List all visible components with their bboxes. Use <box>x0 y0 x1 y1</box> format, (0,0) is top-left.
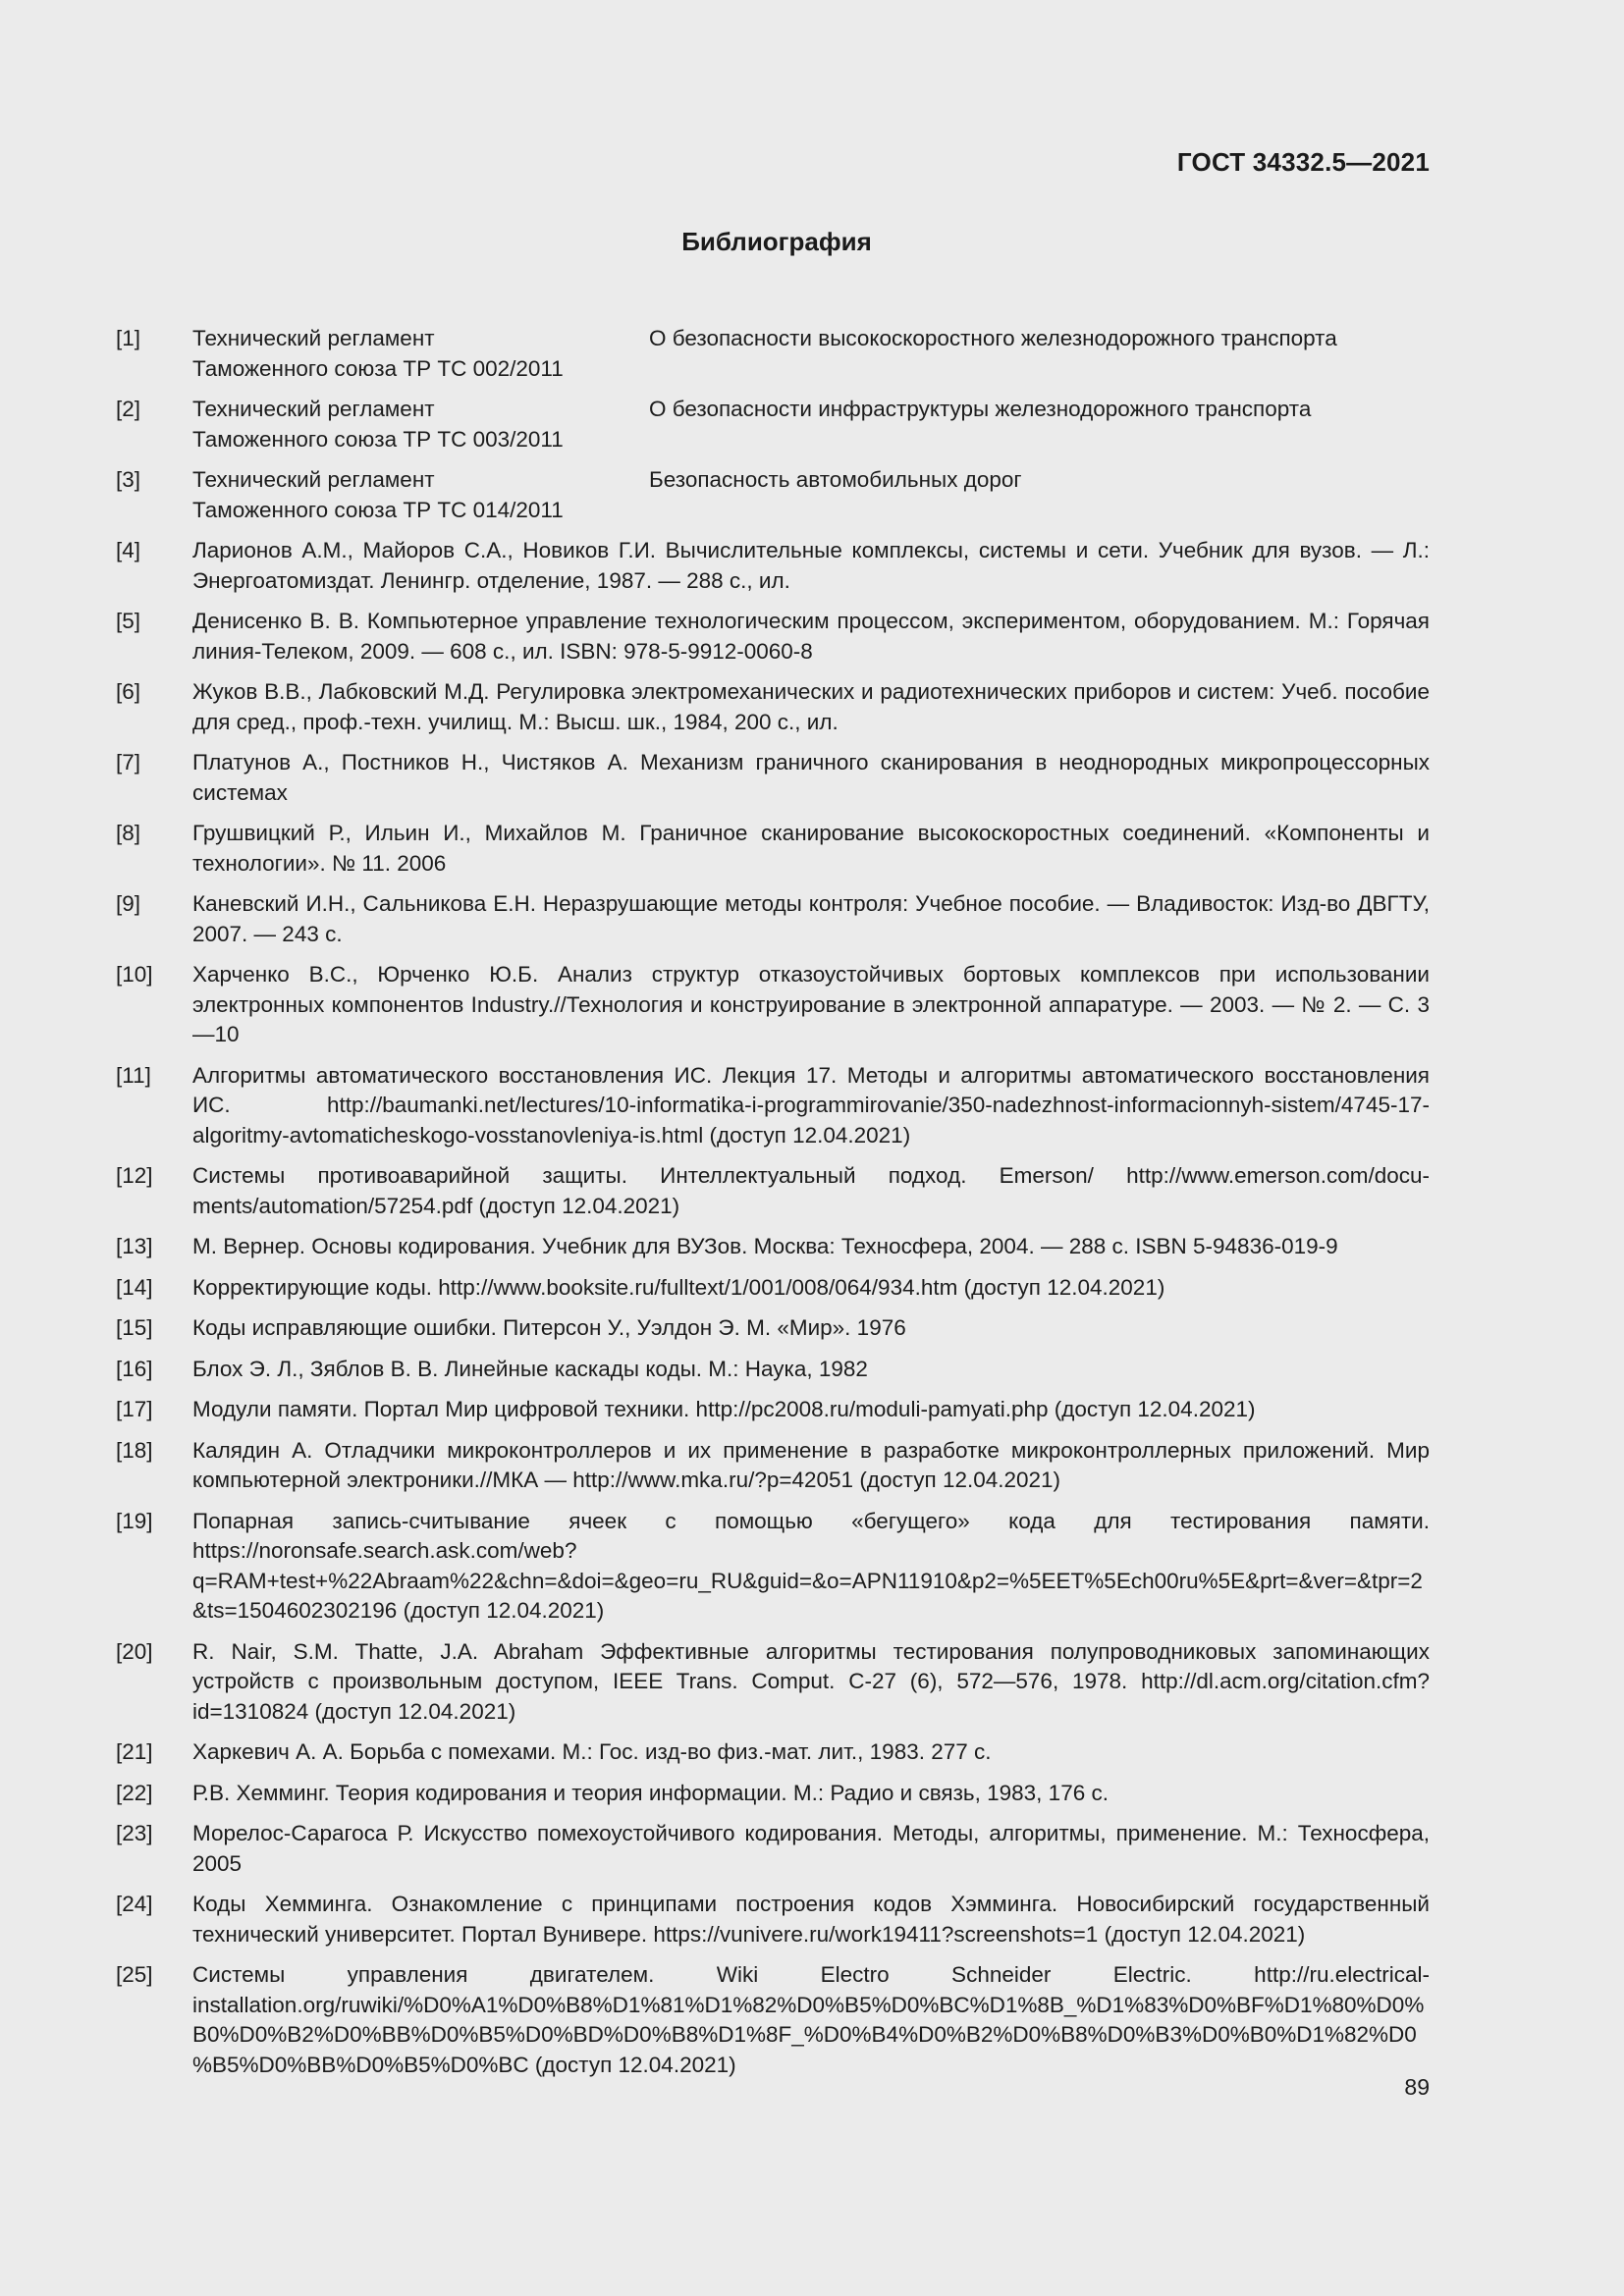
reference-entry <box>116 1273 1430 1304</box>
entry-number: [17] <box>116 1397 153 1421</box>
reference-entry <box>116 1637 1430 1728</box>
reference-entry <box>116 1890 1430 1949</box>
regulation-document-line: Таможенного союза ТР ТС 002/2011 <box>192 355 564 381</box>
reference-text: Каневский И.Н., Сальникова Е.Н. Неразрушающие методы контроля: Учебное пособие. — Владивосток: Изд-во ДВГТУ, 2007. — 243 с. <box>192 891 1430 946</box>
reference-entry <box>116 889 1430 949</box>
entry-number: [4] <box>116 538 141 562</box>
reference-entry <box>116 1960 1430 2080</box>
reference-entry <box>116 1161 1430 1221</box>
entry-number: [22] <box>116 1780 153 1805</box>
page-number: 89 <box>1404 2074 1430 2100</box>
regulation-document <box>192 465 649 525</box>
reference-text: Попарная запись-считывание ячеек с помощью «бегущего» кода для тестирования памяти. https://noronsafe.search.ask.com/web?q=RAM+test+%22Abraam%22&chn=&doi=&geo=ru_RU&guid=&o=APN11910&p2=%5EET%5Ech00ru%5E&prt=&ver=&tpr=2&ts=1504602302196 (доступ 12.04.2021) <box>192 1508 1430 1623</box>
entry-number: [6] <box>116 679 141 704</box>
reference-text: Морелос-Сарагоса Р. Искусство помехоустойчивого кодирования. Методы, алгоритмы, применение. М.: Техносфера, 2005 <box>192 1821 1430 1876</box>
reference-text: Корректирующие коды. http://www.booksite.ru/fulltext/1/001/008/064/934.htm (доступ 12.04.2021) <box>192 1274 1165 1300</box>
reference-entry <box>116 1232 1430 1262</box>
reference-entry <box>116 1395 1430 1425</box>
reference-text: Ларионов А.М., Майоров С.А., Новиков Г.И. Вычислительные комплексы, системы и сети. Учебник для вузов. — Л.: Энергоатомиздат. Ленингр. отделение, 1987. — 288 с., ил. <box>192 538 1430 593</box>
entry-number: [10] <box>116 962 153 987</box>
reference-entry <box>116 1355 1430 1385</box>
reference-entry <box>116 1061 1430 1151</box>
regulation-entry <box>116 324 1430 384</box>
section-title: Библиография <box>681 227 872 256</box>
reference-entry <box>116 1507 1430 1627</box>
reference-text: Денисенко В. В. Компьютерное управление технологическим процессом, экспериментом, оборудованием. М.: Горячая линия-Телеком, 2009. — 608 с., ил. ISBN: 978-5-9912-0060-8 <box>192 609 1430 664</box>
reference-text: R. Nair, S.M. Thatte, J.A. Abraham Эффективные алгоритмы тестирования полупроводниковых запоминающих устройств с произвольным доступом, IEEE Trans. Comput. C-27 (6), 572—576, 1978. http://dl.acm.org/citation.cfm?id=1310824 (доступ 12.04.2021) <box>192 1638 1430 1724</box>
reference-entry <box>116 819 1430 879</box>
reference-text: Р.В. Хемминг. Теория кодирования и теория информации. М.: Радио и связь, 1983, 176 с. <box>192 1780 1109 1805</box>
reference-entry <box>116 1737 1430 1768</box>
entry-number: [19] <box>116 1508 153 1533</box>
entry-number: [25] <box>116 1962 153 1987</box>
entry-number: [18] <box>116 1437 153 1463</box>
reference-text: Харченко В.С., Юрченко Ю.Б. Анализ структур отказоустойчивых бортовых комплексов при использовании электронных компонентов Industry.//Технология и конструирование в электронной аппаратуре. — 2003. — № 2. — С. 3—10 <box>192 962 1430 1046</box>
entry-number: [14] <box>116 1274 153 1300</box>
entry-number: [21] <box>116 1739 153 1764</box>
regulation-document-line: Технический регламент <box>192 467 435 492</box>
regulation-entry <box>116 465 1430 525</box>
regulation-subject: О безопасности инфраструктуры железнодорожного транспорта <box>649 397 1312 421</box>
bibliography-list <box>116 324 1430 2091</box>
entry-number: [20] <box>116 1638 153 1664</box>
entry-number: [12] <box>116 1163 153 1188</box>
reference-entry <box>116 1436 1430 1496</box>
regulation-subject: О безопасности высокоскоростного железнодорожного транспорта <box>649 326 1337 350</box>
entry-number: [15] <box>116 1315 153 1340</box>
reference-entry <box>116 1819 1430 1879</box>
reference-entry <box>116 1779 1430 1809</box>
reference-entry <box>116 960 1430 1050</box>
reference-text: Калядин А. Отладчики микроконтроллеров и их применение в разработке микроконтроллерных приложений. Мир компьютерной электроники.//МКА — http://www.mka.ru/?p=42051 (доступ 12.04.2021) <box>192 1437 1430 1492</box>
regulation-document-line: Технический регламент <box>192 397 435 421</box>
reference-text: Системы противоаварийной защиты. Интеллектуальный подход. Emerson/ http://www.emerson.com/documents/automation/57254.pdf (доступ 12.04.2021) <box>192 1163 1430 1218</box>
reference-text: М. Вернер. Основы кодирования. Учебник для ВУЗов. Москва: Техносфера, 2004. — 288 с. ISBN 5-94836-019-9 <box>192 1234 1338 1258</box>
entry-number: [9] <box>116 891 141 916</box>
entry-number: [16] <box>116 1356 153 1381</box>
reference-text: Коды исправляющие ошибки. Питерсон У., Уэлдон Э. М. «Мир». 1976 <box>192 1315 906 1340</box>
reference-entry <box>116 1313 1430 1344</box>
regulation-subject: Безопасность автомобильных дорог <box>649 467 1022 492</box>
reference-text: Алгоритмы автоматического восстановления ИС. Лекция 17. Методы и алгоритмы автоматического восстановления ИС. http://baumanki.net/lectures/10-informatika-i-programmirovanie/350-nadezhnost-informacionnyh-sistem/4745-17-algoritmy-avtomaticheskogo-vosstanovleniya-is.html (доступ 12.04.2021) <box>192 1062 1430 1148</box>
reference-text: Жуков В.В., Лабковский М.Д. Регулировка электромеханических и радиотехнических приборов и систем: Учеб. пособие для сред., проф.-техн. училищ. М.: Высш. шк., 1984, 200 с., ил. <box>192 679 1430 734</box>
entry-number: [5] <box>116 609 141 633</box>
reference-text: Платунов А., Постников Н., Чистяков А. Механизм граничного сканирования в неоднородных микропроцессорных системах <box>192 750 1430 805</box>
regulation-entry <box>116 395 1430 454</box>
entry-number: [24] <box>116 1892 153 1916</box>
entry-number: [2] <box>116 397 141 421</box>
reference-text: Системы управления двигателем. Wiki Electro Schneider Electric. http://ru.electrical-installation.org/ruwiki/%D0%A1%D0%B8%D1%81%D1%82%D0%B5%D0%BC%D1%8B_%D1%83%D0%BF%D1%80%D0%B0%D0%B2%D0%BB%D0%B5%D0%BD%D0%B8%D1%8F_%D0%B4%D0%B2%D0%B8%D0%B3%D0%B0%D1%82%D0%B5%D0%BB%D0%B5%D0%BC (доступ 12.04.2021) <box>192 1962 1430 2077</box>
regulation-document-line: Таможенного союза ТР ТС 014/2011 <box>192 497 564 522</box>
regulation-document-line: Технический регламент <box>192 326 435 350</box>
reference-text: Модули памяти. Портал Мир цифровой техники. http://pc2008.ru/moduli-pamyati.php (доступ 12.04.2021) <box>192 1397 1256 1421</box>
entry-number: [13] <box>116 1234 153 1258</box>
reference-entry <box>116 536 1430 596</box>
reference-text: Коды Хемминга. Ознакомление с принципами построения кодов Хэмминга. Новосибирский государственный технический университет. Портал Вунивере. https://vunivere.ru/work19411?screenshots=1 (доступ 12.04.2021) <box>192 1892 1430 1947</box>
regulation-document-line: Таможенного союза ТР ТС 003/2011 <box>192 426 564 452</box>
regulation-document <box>192 395 649 454</box>
reference-text: Грушвицкий Р., Ильин И., Михайлов М. Граничное сканирование высокоскоростных соединений. «Компоненты и технологии». № 11. 2006 <box>192 821 1430 876</box>
entry-number: [7] <box>116 750 141 774</box>
entry-number: [8] <box>116 821 141 845</box>
reference-text: Блох Э. Л., Зяблов В. В. Линейные каскады коды. М.: Наука, 1982 <box>192 1356 868 1381</box>
reference-text: Харкевич А. А. Борьба с помехами. М.: Гос. изд-во физ.-мат. лит., 1983. 277 с. <box>192 1739 992 1764</box>
reference-entry <box>116 607 1430 667</box>
standard-designation: ГОСТ 34332.5—2021 <box>1176 147 1430 177</box>
entry-number: [1] <box>116 326 141 350</box>
reference-entry <box>116 748 1430 808</box>
entry-number: [11] <box>116 1062 151 1088</box>
reference-entry <box>116 677 1430 737</box>
entry-number: [23] <box>116 1821 153 1845</box>
entry-number: [3] <box>116 467 141 492</box>
regulation-document <box>192 324 649 384</box>
